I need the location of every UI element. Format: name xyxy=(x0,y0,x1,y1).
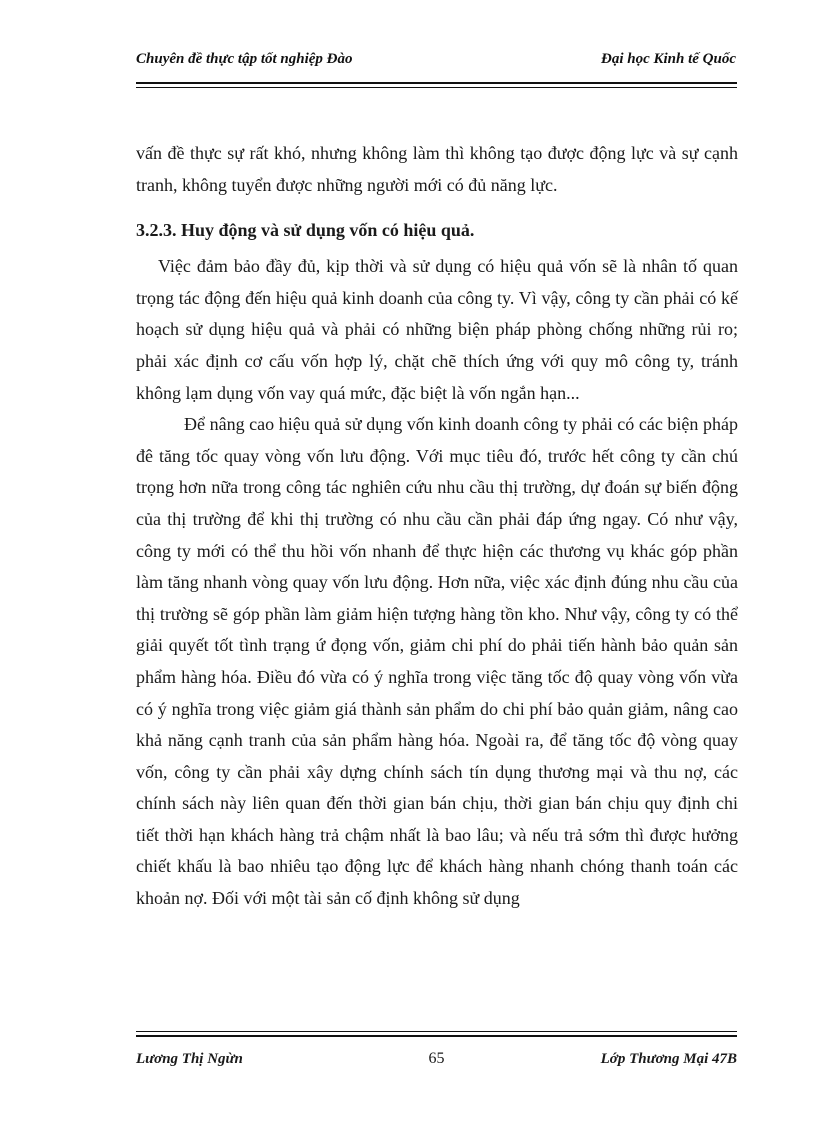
footer-class: Lớp Thương Mại 47B xyxy=(600,1051,737,1067)
page-body xyxy=(136,138,738,915)
footer-rule-thin xyxy=(136,1031,737,1032)
section-heading: 3.2.3. Huy động và sử dụng vốn có hiệu quả. xyxy=(136,220,475,241)
footer-author: Lương Thị Ngừn xyxy=(136,1051,243,1067)
header-rule-thick xyxy=(136,82,737,84)
page-footer xyxy=(136,1049,737,1071)
continuation-paragraph: vấn đề thực sự rất khó, nhưng không làm thì không tạo được động lực và sự cạnh tranh, không tuyển được những người mới có đủ năng lực. xyxy=(136,143,738,195)
paragraph-2: Để nâng cao hiệu quả sử dụng vốn kinh doanh công ty phải có các biện pháp đê tăng tốc quay vòng vốn lưu động. Với mục tiêu đó, trước hết công ty cần chú trọng hơn nữa trong công tác nghiên cứu nhu cầu thị trường, dự đoán sự biến động của thị trường để khi thị trường có nhu cầu cần phải đáp ứng ngay. Có như vậy, công ty mới có thể thu hồi vốn nhanh để thực hiện các thương vụ khác góp phần làm tăng nhanh vòng quay vốn lưu động. Hơn nữa, việc xác định đúng nhu cầu của thị trường sẽ góp phần làm giảm hiện tượng hàng tồn kho. Như vậy, công ty có thể giải quyết tốt tình trạng ứ đọng vốn, giảm chi phí do phải tiến hành bảo quản sản phẩm hàng hóa. Điều đó vừa có ý nghĩa trong việc tăng tốc độ quay vòng vốn vừa có ý nghĩa trong việc giảm giá thành sản phẩm do chi phí bảo quản giảm, nâng cao khả năng cạnh tranh của sản phẩm hàng hóa. Ngoài ra, để tăng tốc độ vòng quay vốn, công ty cần phải xây dựng chính sách tín dụng thương mại và thu nợ, các chính sách này liên quan đến thời gian bán chịu, thời gian bán chịu quy định chi tiết thời hạn khách hàng trả chậm nhất là bao lâu; và nếu trả sớm thì được hưởng chiết khấu là bao nhiêu tạo động lực để khách hàng nhanh chóng thanh toán các khoản nợ. Đối với một tài sản cố định không sử dụng xyxy=(136,414,738,909)
header-left-text: Chuyên đề thực tập tốt nghiệp Đào xyxy=(136,51,353,67)
header-rule-thin xyxy=(136,87,737,88)
header-right-text: Đại học Kinh tế Quốc xyxy=(600,51,736,67)
paragraph-1: Việc đảm bảo đầy đủ, kịp thời và sử dụng có hiệu quả vốn sẽ là nhân tố quan trọng tác động đến hiệu quả kinh doanh của công ty. Vì vậy, công ty cần phải có kế hoạch sử dụng hiệu quả và phải có những biện pháp phòng chống những rủi ro; phải xác định cơ cấu vốn hợp lý, chặt chẽ thích ứng với quy mô công ty, tránh không lạm dụng vốn vay quá mức, đặc biệt là vốn ngắn hạn... xyxy=(136,256,738,403)
footer-rule-thick xyxy=(136,1035,737,1037)
page-header xyxy=(136,50,736,90)
page-number: 65 xyxy=(428,1050,445,1067)
